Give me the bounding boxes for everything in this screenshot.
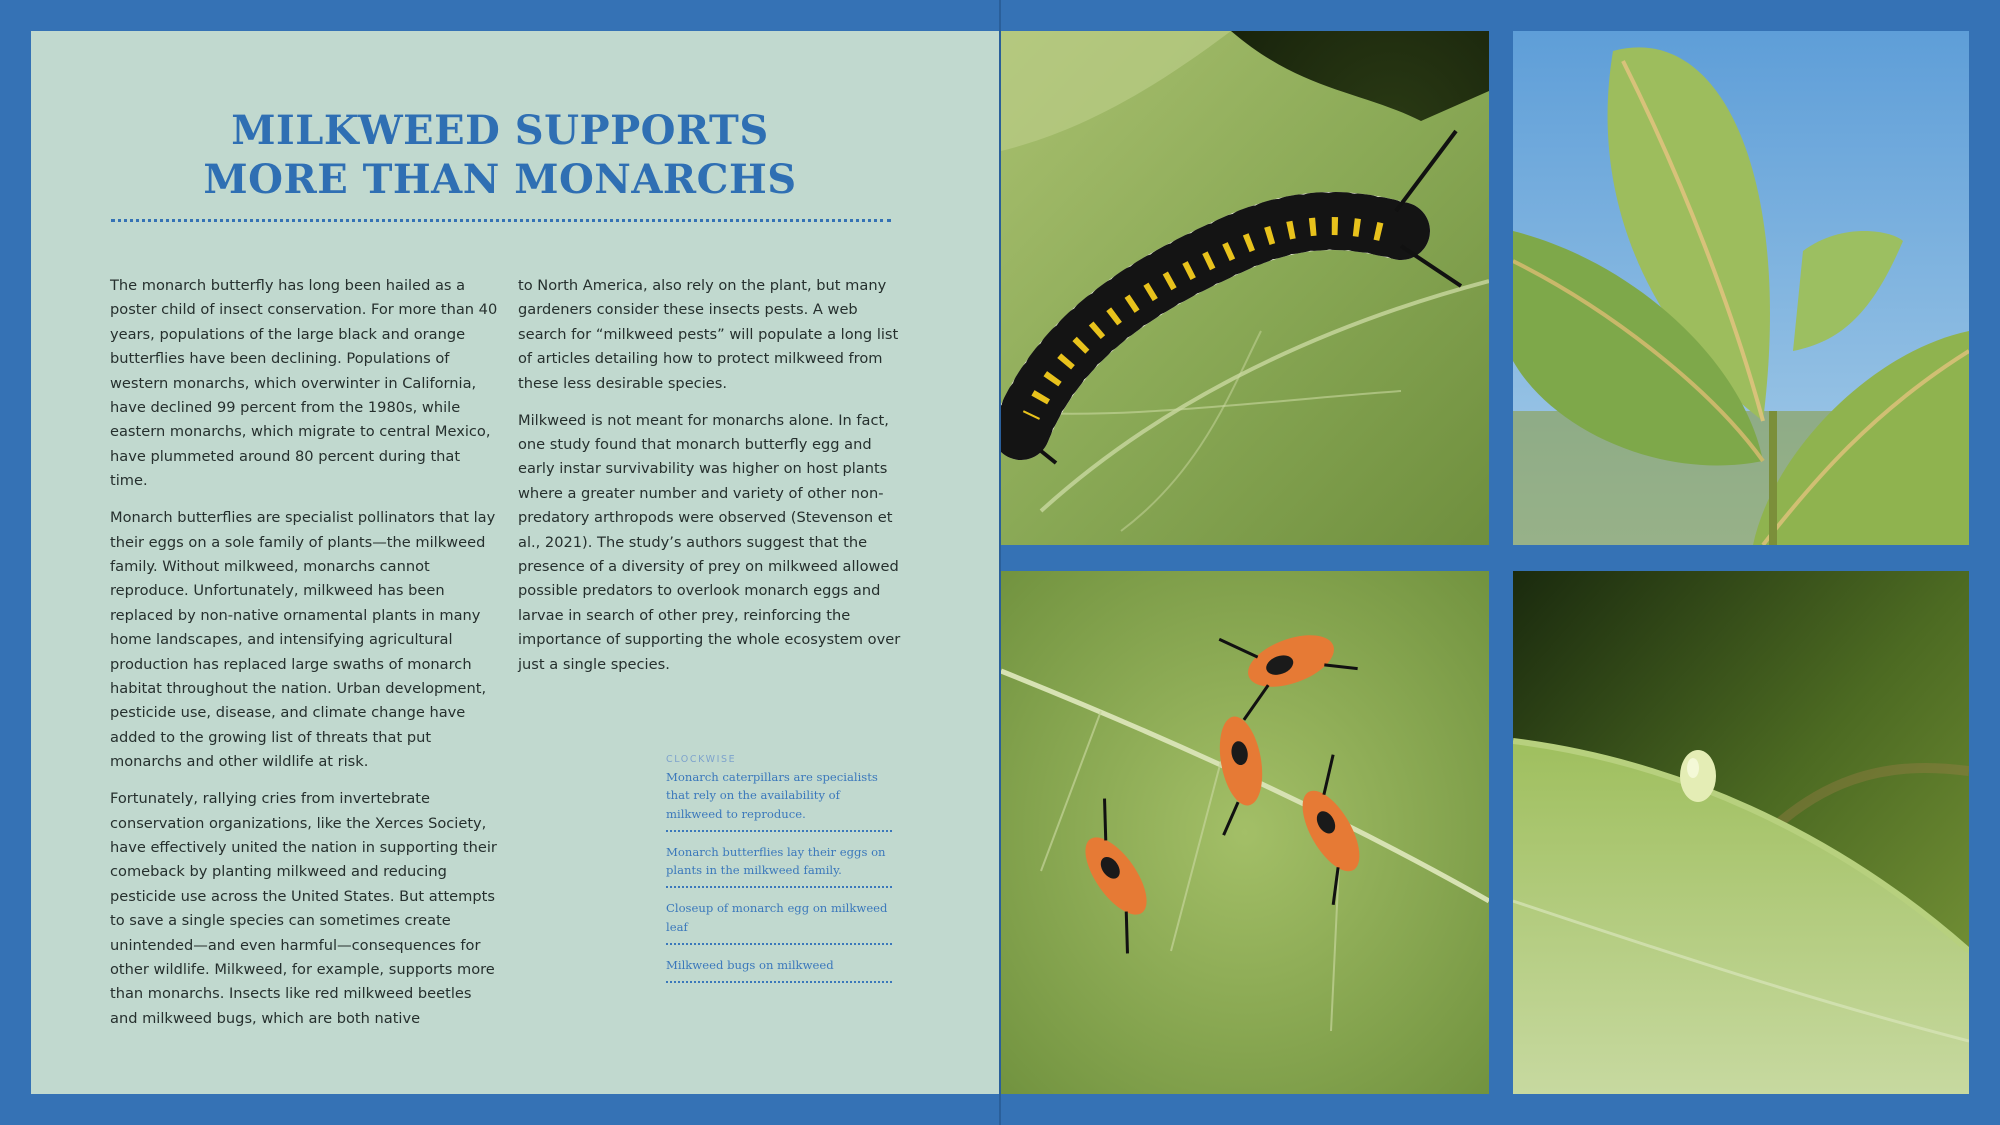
caption: Monarch caterpillars are specialists that rely on the availability of milkweed to reproduce. <box>666 768 892 832</box>
left-page <box>31 31 1000 1094</box>
photo-milkweed-bugs <box>1001 571 1489 1094</box>
text-column-left <box>110 274 500 1044</box>
monarch-egg <box>1680 750 1716 802</box>
paragraph: The monarch butterfly has long been hailed as a poster child of insect conservation. For more than 40 years, populations of the large black and orange butterflies have been declining. Populations of western monarchs, which overwinter in California, have declined 99 percent from the 1980s, while eastern monarchs, which migrate to central Mexico, have plummeted around 80 percent during that time. <box>110 277 498 490</box>
caption: Milkweed bugs on milkweed <box>666 956 892 983</box>
photo-captions <box>666 754 892 994</box>
captions-heading: CLOCKWISE <box>666 754 737 765</box>
title-divider <box>111 219 891 222</box>
title-line-2: MORE THAN MONARCHS <box>203 156 797 203</box>
caption: Monarch butterflies lay their eggs on plants in the milkweed family. <box>666 843 892 889</box>
caption: Closeup of monarch egg on milkweed leaf <box>666 899 892 945</box>
photo-monarch-caterpillar <box>1001 31 1489 545</box>
photo-monarch-egg <box>1513 571 1969 1094</box>
page-title <box>31 106 969 204</box>
paragraph: Fortunately, rallying cries from invertebrate conservation organizations, like the Xerces Society, have effectively united the nation in supporting their comeback by planting milkweed and reducing pesticide use across the United States. But attempts to save a single species can sometimes create unintended—and even harmful—consequences for other wildlife. Milkweed, for example, supports more than monarchs. Insects like red milkweed beetles and milkweed bugs, which are both native <box>110 790 497 1027</box>
paragraph: Monarch butterflies are specialist pollinators that lay their eggs on a sole family of plants—the milkweed family. Without milkweed, monarchs cannot reproduce. Unfortunately, milkweed has been replaced by non-native ornamental plants in many home landscapes, and intensifying agricultural production has replaced large swaths of monarch habitat throughout the nation. Urban development, pesticide use, disease, and climate change have added to the growing list of threats that put monarchs and other wildlife at risk. <box>110 509 496 771</box>
paragraph: to North America, also rely on the plant, but many gardeners consider these insects pests. A web search for “milkweed pests” will populate a long list of articles detailing how to protect milkweed from these less desirable species. <box>518 277 899 392</box>
photo-milkweed-plant <box>1513 31 1969 545</box>
title-line-1: MILKWEED SUPPORTS <box>231 107 769 154</box>
paragraph: Milkweed is not meant for monarchs alone. In fact, one study found that monarch butterfly egg and early instar survivability was higher on host plants where a greater number and variety of other non-predatory arthropods were observed (Stevenson et al., 2021). The study’s authors suggest that the presence of a diversity of prey on milkweed allowed possible predators to overlook monarch eggs and larvae in search of other prey, reinforcing the importance of supporting the whole ecosystem over just a single species. <box>518 411 901 673</box>
text-column-right <box>518 274 908 690</box>
